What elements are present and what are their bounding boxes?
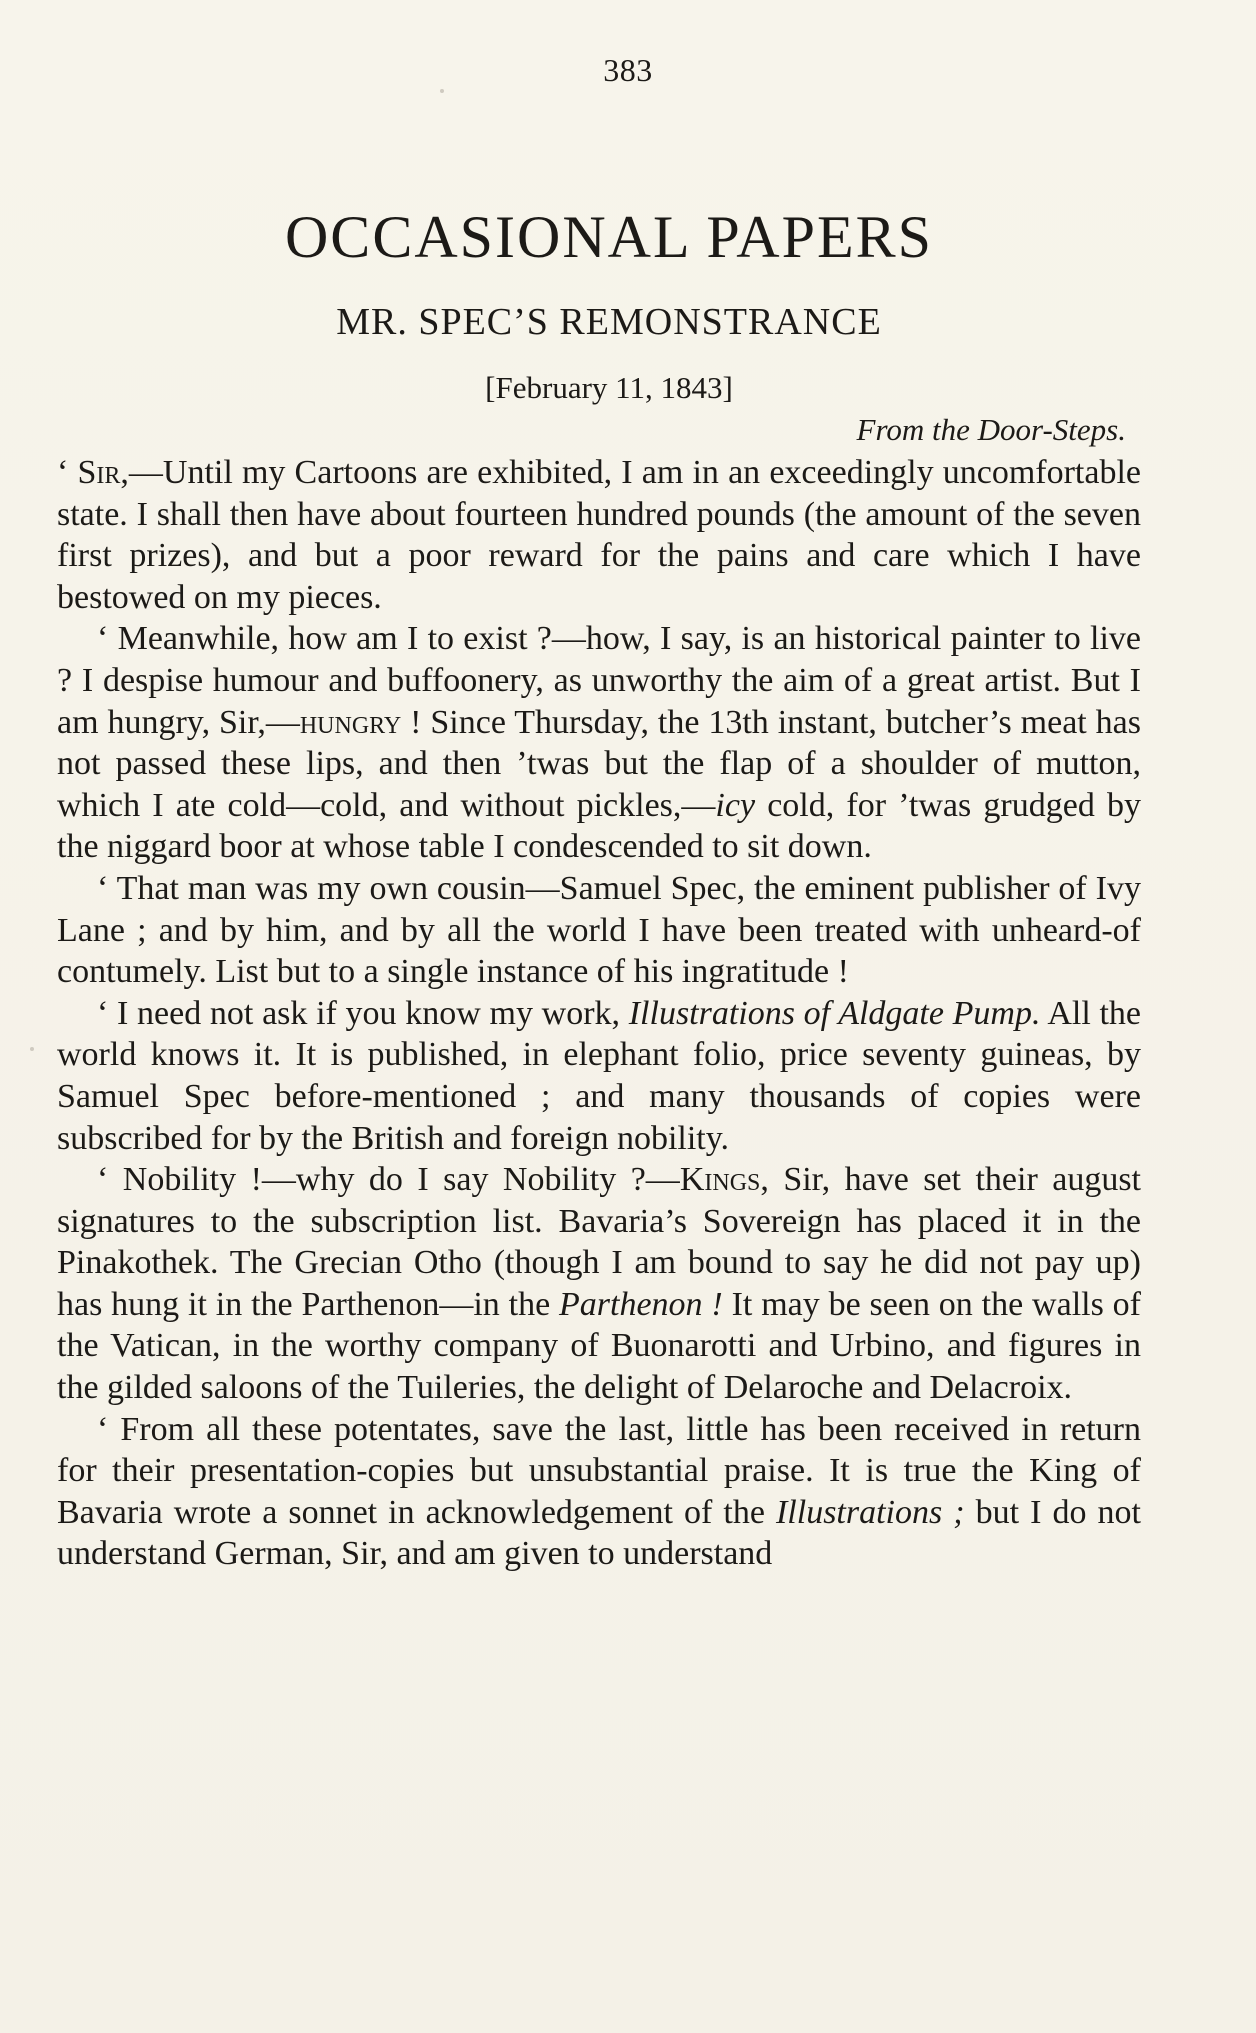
- paper-speck: [30, 1047, 34, 1051]
- paragraph-4-part-2: All the world knows it. It is published, in elephant folio, price seventy guineas, by Samuel Spec before-mentioned ; and many thousands of copies were subscribed for by the British and foreign nobility.: [57, 994, 1142, 1157]
- paragraph-6: [57, 1409, 1141, 1575]
- letter-origin: From the Door-Steps.: [856, 412, 1126, 447]
- kings-word: Kings: [679, 1161, 761, 1199]
- parthenon-word: Parthenon !: [559, 1285, 723, 1323]
- paragraph-5-part-2: , Sir, have set their august signatures to the subscription list. Bavaria’s Sovereign has placed it in the Pinakothek. The Grecian Otho (though I am bound to say he did not pay up) has hung it in the Parthenon—in the: [57, 1161, 1141, 1323]
- paragraph-1-text: ,—Until my Cartoons are exhibited, I am in an exceedingly uncomfortable state. I shall then have about fourteen hundred pounds (the amount of the seven first prizes), and but a poor reward for the pains and care which I have bestowed on my pieces.: [57, 454, 1141, 616]
- paper-speck: [440, 89, 444, 93]
- paragraph-4: [57, 993, 1141, 1159]
- paragraph-2-part-1: ‘ Meanwhile, how am I to exist ?—how, I say, is an historical painter to live ? I despise humour and buffoonery, as unworthy the aim of a great artist. But I am hungry, Sir,—: [57, 620, 1141, 741]
- open-quote: ‘: [57, 454, 78, 491]
- section-title: OCCASIONAL PAPERS: [284, 204, 934, 270]
- paragraph-5: [57, 1159, 1141, 1409]
- paragraph-3-text: ‘ That man was my own cousin—Samuel Spec, the eminent publisher of Ivy Lane ; and by him, and by all the world I have been treated with unheard-of contumely. List but to a single instance of his ingratitude !: [57, 869, 1141, 991]
- paragraph-2-part-2: ! Since Thursday, the 13th instant, butcher’s meat has not passed these lips, and then ’twas but the flap of a shoulder of mutton, which I ate cold—cold, and without pickles,—: [57, 703, 1141, 824]
- icy-word: icy: [715, 786, 756, 824]
- paragraph-5-part-1: ‘ Nobility !—why do I say Nobility ?—: [97, 1161, 680, 1199]
- paragraph-6-part-2: but I do not understand German, Sir, and am given to understand: [57, 1493, 1141, 1573]
- illustrations-word: Illustrations ;: [775, 1493, 965, 1531]
- paragraph-2-part-3: cold, for ’twas grudged by the niggard boor at whose table I condescended to sit down.: [57, 786, 1142, 866]
- article-title: MR. SPEC’S REMONSTRANCE: [336, 301, 882, 343]
- work-title: Illustrations of Aldgate Pump.: [628, 994, 1041, 1032]
- paragraph-2: [57, 618, 1141, 868]
- hungry-word: hungry: [299, 703, 402, 741]
- paragraph-6-part-1: ‘ From all these potentates, save the last, little has been received in return for their presentation-copies but unsubstantial praise. It is true the King of Bavaria wrote a sonnet in acknowledgement of the: [57, 1410, 1141, 1531]
- page-number: 383: [603, 52, 653, 88]
- paragraph-5-part-3: It may be seen on the walls of the Vatican, in the worthy company of Buonarotti and Urbino, and figures in the gilded saloons of the Tuileries, the delight of Delaroche and Delacroix.: [57, 1285, 1141, 1407]
- dateline: [February 11, 1843]: [485, 370, 733, 405]
- paragraph-4-part-1: ‘ I need not ask if you know my work,: [97, 994, 629, 1032]
- paragraph-3: [57, 868, 1141, 993]
- paragraph-1: [57, 452, 1141, 618]
- letter-body: [57, 452, 1141, 1575]
- salutation: Sir: [77, 454, 121, 491]
